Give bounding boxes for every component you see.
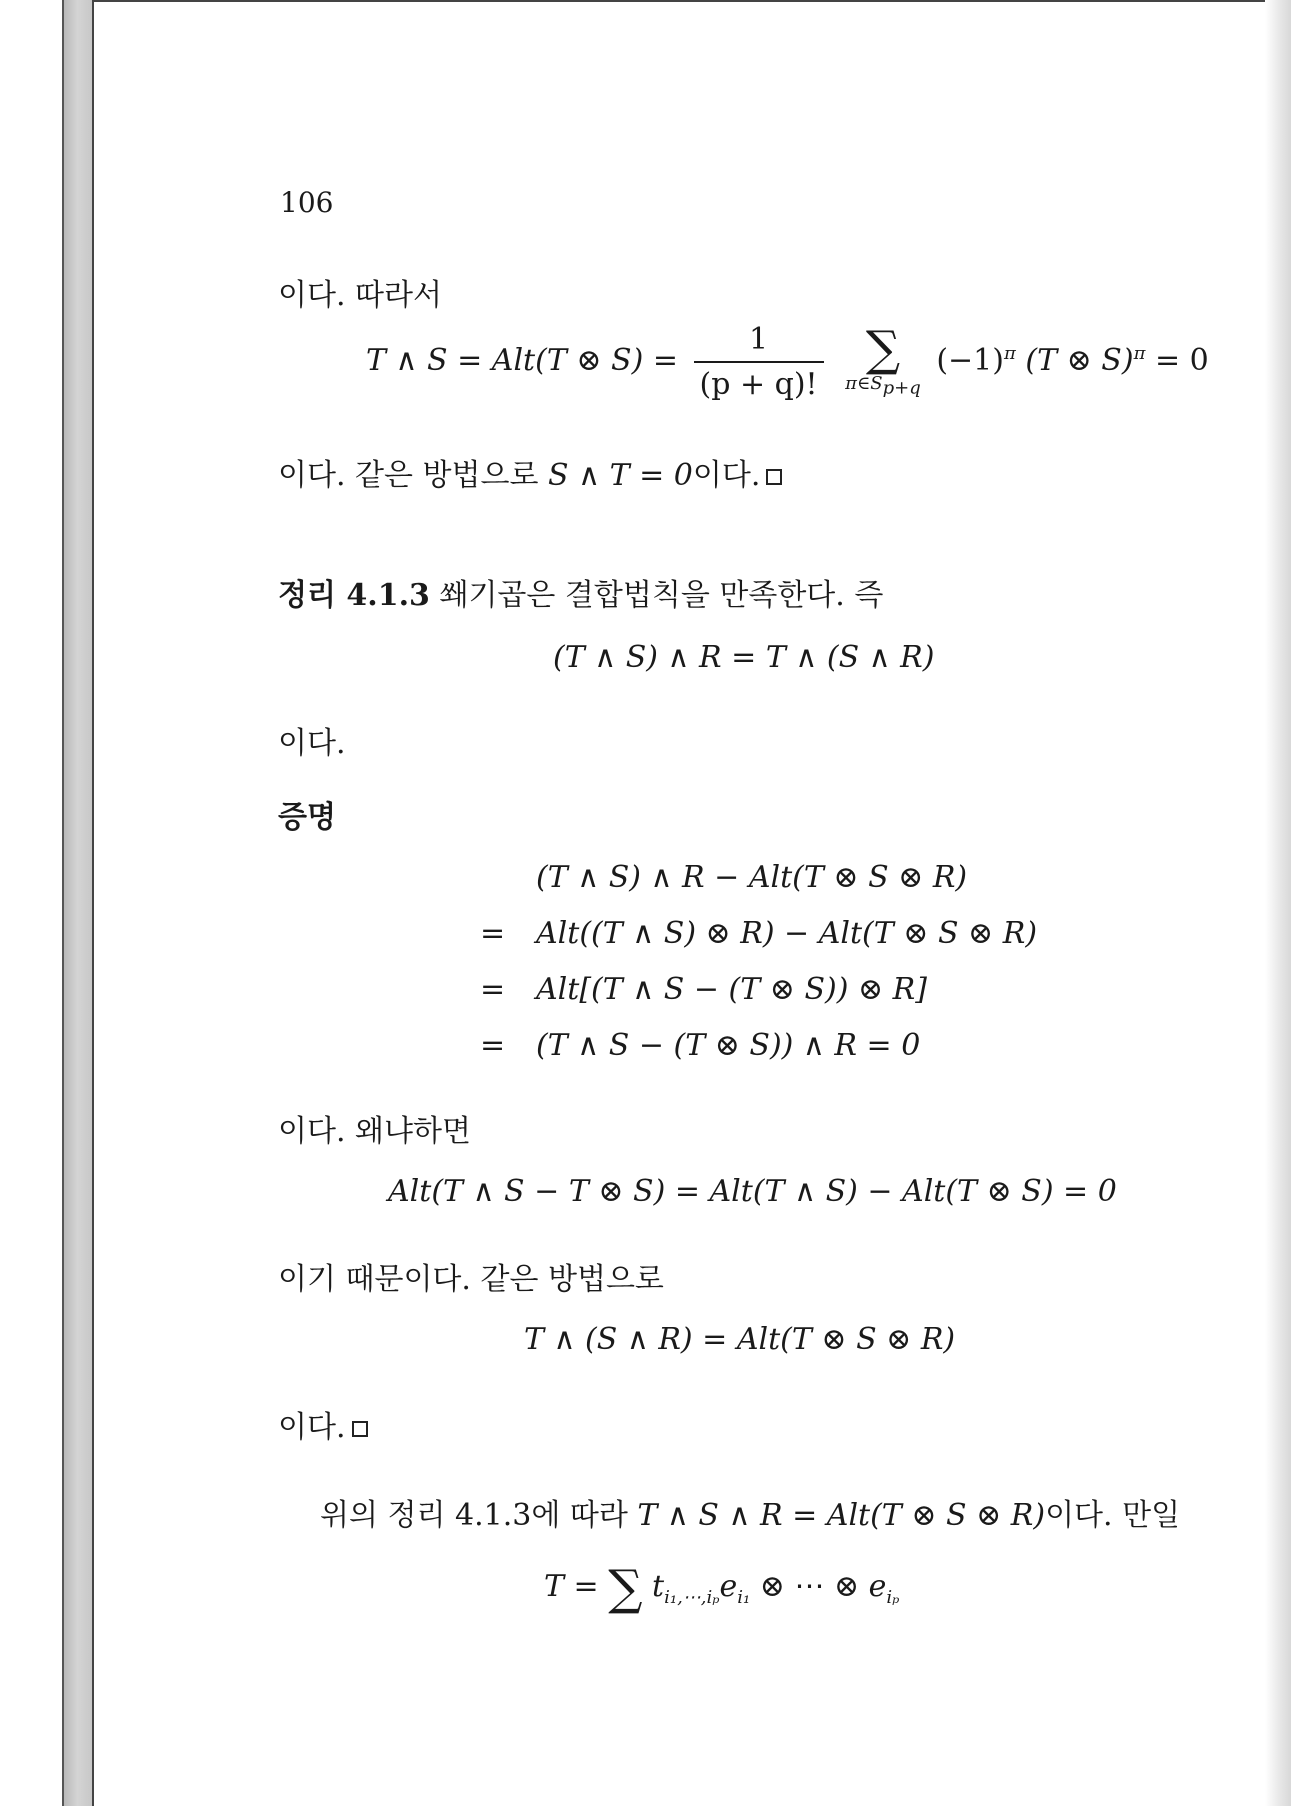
fraction-numerator: 1 [749,322,769,357]
equation-tensor-sum-symbol: ∑ [608,1560,643,1616]
summation-index-set: π∈S [845,373,883,395]
paragraph-similarly-tail: 이다. [692,458,761,493]
paragraph-because: 이다. 왜냐하면 [278,1114,471,1149]
proof-label: 증명 [278,800,336,835]
page-number: 106 [280,186,334,219]
inline-math-triple-wedge: T ∧ S ∧ R = Alt(T ⊗ S ⊗ R) [637,1498,1046,1533]
theorem-text: 쐐기곱은 결합법칙을 만족한다. 즉 [439,578,884,613]
proof-line-3-sign: = [480,972,506,1007]
equation-tensor-basis-2-index: iₚ [886,1587,900,1608]
summation-index [845,373,921,399]
page-edge-shadow [1265,0,1291,1806]
equation-tensor-coefficient-index: i₁,⋯,iₚ [664,1587,720,1608]
theorem-after: 이다. [278,726,346,761]
equation-rhs-tensor: (T ⊗ S) [1025,343,1134,378]
summation [845,321,921,399]
equation-right-assoc [524,1322,955,1357]
equation-wedge-alt [366,322,1209,402]
proof-line-4-expr: (T ∧ S − (T ⊗ S)) ∧ R = 0 [536,1028,921,1063]
theorem-equation-expr: (T ∧ S) ∧ R = T ∧ (S ∧ R) [553,640,935,675]
fraction-denominator: (p + q)! [694,361,824,402]
equation-tensor-lhs: T = [544,1569,599,1604]
proof-line-1 [536,860,967,895]
equation-rhs-exponent-2: π [1133,343,1146,364]
fraction [694,322,824,402]
paragraph-similarly [278,450,782,494]
equation-alt-difference [388,1174,1117,1209]
book-spine [62,0,94,1806]
inline-math-s-wedge-t: S ∧ T = 0 [548,458,693,493]
paragraph-end-proof [278,1402,368,1446]
theorem-equation [553,640,934,675]
proof-line-2 [536,916,1037,951]
qed-box-icon [766,469,782,485]
summation-index-subscript: p+q [882,377,921,399]
paragraph-therefore: 이다. 따라서 [278,278,442,313]
equation-right-assoc-expr: T ∧ (S ∧ R) = Alt(T ⊗ S ⊗ R) [524,1322,956,1357]
equation-tensor-coefficient: t [652,1569,665,1604]
equation-lhs: T ∧ S = Alt(T ⊗ S) = [366,343,678,378]
equation-rhs-sign: (−1) [936,343,1004,378]
proof-line-2-expr: Alt((T ∧ S) ⊗ R) − Alt(T ⊗ S ⊗ R) [536,916,1038,951]
theorem-statement [278,570,883,614]
proof-line-1-expr: (T ∧ S) ∧ R − Alt(T ⊗ S ⊗ R) [536,860,968,895]
equation-rhs-zero: = 0 [1154,343,1209,378]
summation-symbol: ∑ [865,321,901,378]
equation-rhs-exponent: π [1003,343,1016,364]
equation-tensor-basis-1: e [719,1569,738,1604]
theorem-label: 정리 4.1.3 [278,578,430,613]
proof-line-3 [536,972,927,1007]
proof-line-4-sign: = [480,1028,506,1063]
proof-line-4 [536,1028,920,1063]
paragraph-according [320,1490,1180,1534]
proof-line-3-expr: Alt[(T ∧ S − (T ⊗ S)) ⊗ R] [536,972,927,1007]
qed-box-icon [352,1421,368,1437]
equation-tensor-middle: ⊗ ⋯ ⊗ [750,1569,869,1604]
paragraph-end-proof-text: 이다. [278,1410,346,1445]
paragraph-reason: 이기 때문이다. 같은 방법으로 [278,1262,664,1297]
book-page [92,0,1271,1806]
paragraph-according-text: 위의 정리 4.1.3에 따라 [320,1498,628,1533]
paragraph-according-tail: 이다. 만일 [1045,1498,1181,1533]
paragraph-similarly-text: 이다. 같은 방법으로 [278,458,539,493]
proof-line-2-sign: = [480,916,506,951]
equation-tensor-expansion [544,1560,899,1616]
equation-tensor-basis-1-index: i₁ [737,1587,751,1608]
equation-alt-difference-expr: Alt(T ∧ S − T ⊗ S) = Alt(T ∧ S) − Alt(T ⊗ S) = 0 [388,1174,1117,1209]
equation-tensor-basis-2: e [868,1569,887,1604]
